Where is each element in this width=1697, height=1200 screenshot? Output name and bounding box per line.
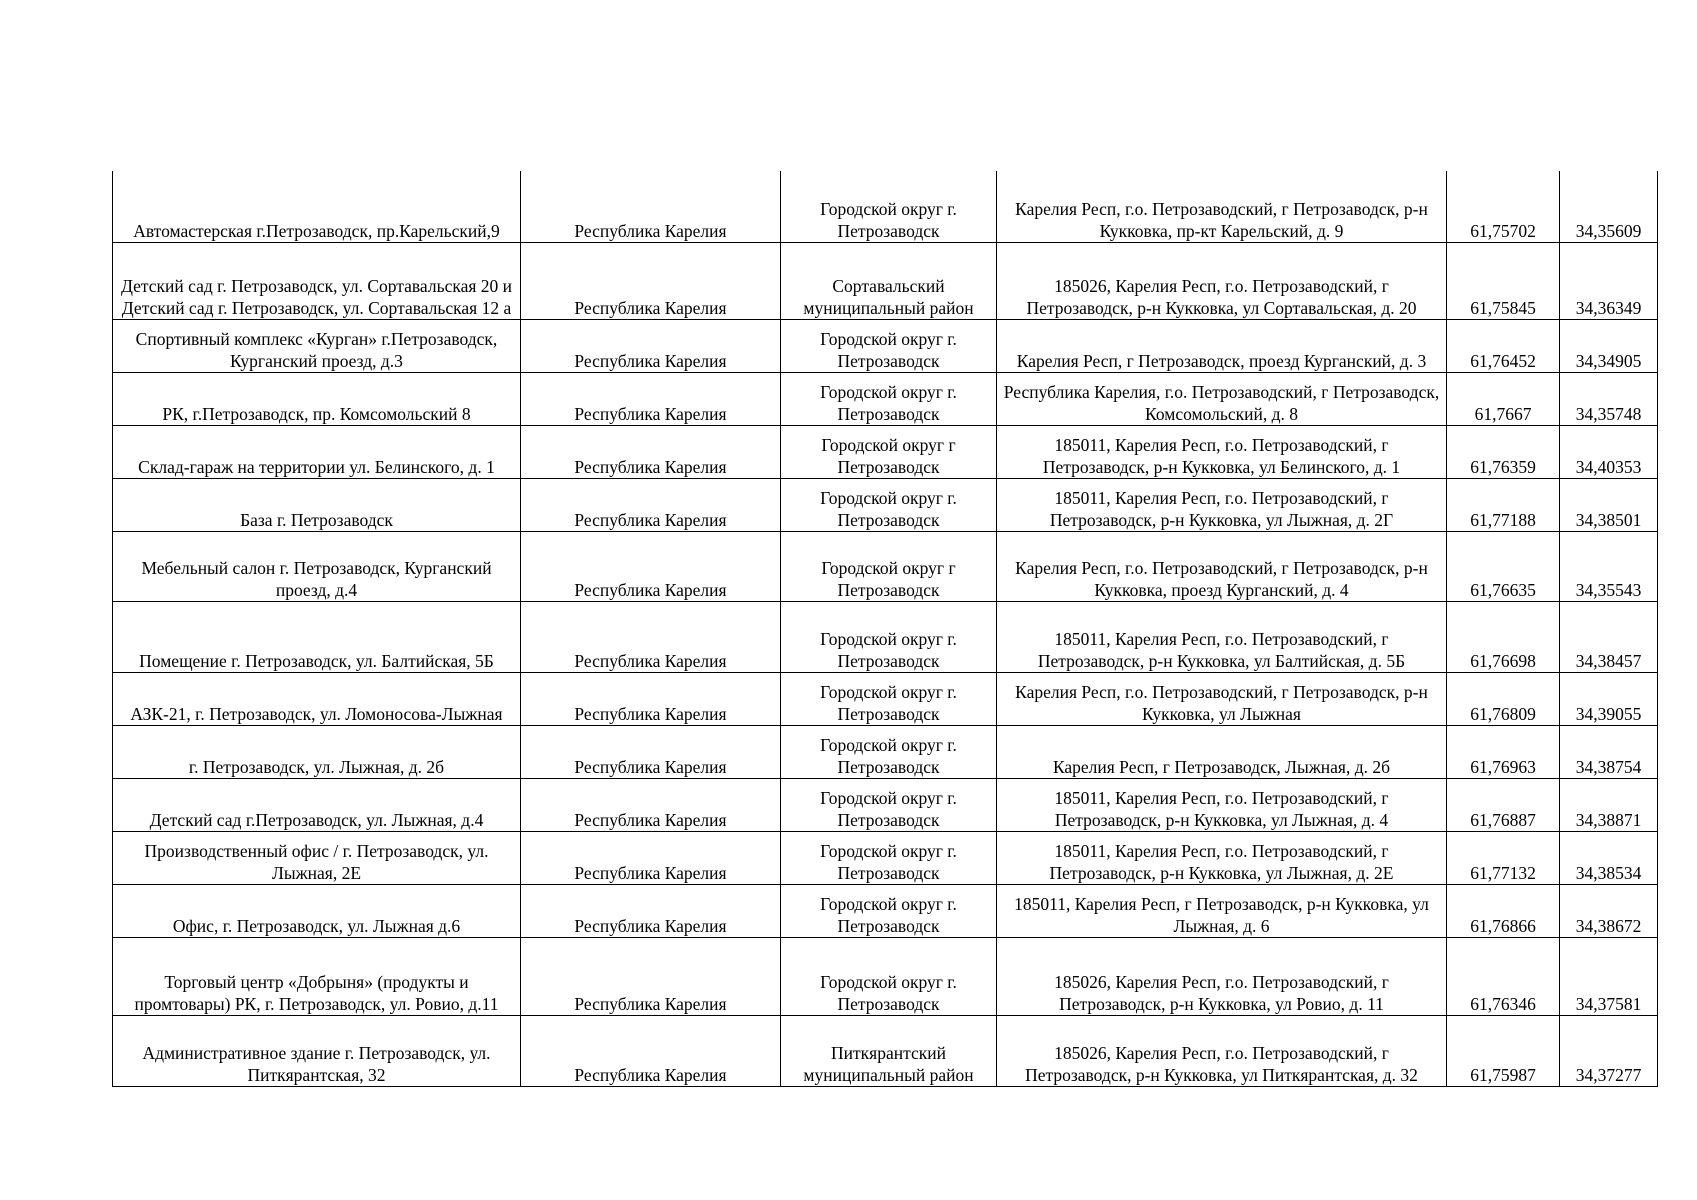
address-cell: 185011, Карелия Респ, г Петрозаводск, р-н Кукковка, ул Лыжная, д. 6 [997, 884, 1447, 937]
region-cell: Республика Карелия [521, 725, 781, 778]
region-cell: Республика Карелия [521, 531, 781, 601]
object-name-cell: Производственный офис / г. Петрозаводск, ул. Лыжная, 2Е [113, 831, 521, 884]
object-name-cell: Автомастерская г.Петрозаводск, пр.Карельский,9 [113, 171, 521, 242]
address-cell: Карелия Респ, г Петрозаводск, Лыжная, д. 2б [997, 725, 1447, 778]
latitude-cell: 61,76887 [1447, 778, 1560, 831]
latitude-cell: 61,77132 [1447, 831, 1560, 884]
district-cell: Городской округ г. Петрозаводск [781, 319, 997, 372]
longitude-cell: 34,40353 [1560, 425, 1658, 478]
region-cell: Республика Карелия [521, 884, 781, 937]
objects-table [112, 171, 1658, 1087]
district-cell: Городской округ г. Петрозаводск [781, 372, 997, 425]
object-name-cell: Спортивный комплекс «Курган» г.Петрозаводск, Курганский проезд, д.3 [113, 319, 521, 372]
region-cell: Республика Карелия [521, 425, 781, 478]
object-name-cell: г. Петрозаводск, ул. Лыжная, д. 2б [113, 725, 521, 778]
longitude-cell: 34,35543 [1560, 531, 1658, 601]
object-name-cell: АЗК-21, г. Петрозаводск, ул. Ломоносова-Лыжная [113, 672, 521, 725]
longitude-cell: 34,37581 [1560, 937, 1658, 1015]
district-cell: Городской округ г. Петрозаводск [781, 601, 997, 672]
district-cell: Городской округ г. Петрозаводск [781, 884, 997, 937]
object-name-cell: Офис, г. Петрозаводск, ул. Лыжная д.6 [113, 884, 521, 937]
district-cell: Городской округ г. Петрозаводск [781, 672, 997, 725]
district-cell: Городской округ г. Петрозаводск [781, 171, 997, 242]
object-name-cell: Административное здание г. Петрозаводск, ул. Питкярантская, 32 [113, 1015, 521, 1086]
table-row [113, 372, 1658, 425]
longitude-cell: 34,38754 [1560, 725, 1658, 778]
district-cell: Питкярантский муниципальный район [781, 1015, 997, 1086]
district-cell: Городской округ г. Петрозаводск [781, 831, 997, 884]
district-cell: Сортавальский муниципальный район [781, 242, 997, 319]
address-cell: 185011, Карелия Респ, г.о. Петрозаводский, г Петрозаводск, р-н Кукковка, ул Лыжная, д. 2Г [997, 478, 1447, 531]
longitude-cell: 34,35609 [1560, 171, 1658, 242]
longitude-cell: 34,34905 [1560, 319, 1658, 372]
region-cell: Республика Карелия [521, 672, 781, 725]
object-name-cell: Склад-гараж на территории ул. Белинского, д. 1 [113, 425, 521, 478]
region-cell: Республика Карелия [521, 242, 781, 319]
longitude-cell: 34,38534 [1560, 831, 1658, 884]
table-row [113, 242, 1658, 319]
address-cell: 185011, Карелия Респ, г.о. Петрозаводский, г Петрозаводск, р-н Кукковка, ул Балтийская, д. 5Б [997, 601, 1447, 672]
table-row [113, 831, 1658, 884]
table-row [113, 531, 1658, 601]
region-cell: Республика Карелия [521, 937, 781, 1015]
table-row [113, 425, 1658, 478]
table-row [113, 937, 1658, 1015]
address-cell: 185026, Карелия Респ, г.о. Петрозаводский, г Петрозаводск, р-н Кукковка, ул Ровио, д. 11 [997, 937, 1447, 1015]
address-cell: 185011, Карелия Респ, г.о. Петрозаводский, г Петрозаводск, р-н Кукковка, ул Лыжная, д. 4 [997, 778, 1447, 831]
region-cell: Республика Карелия [521, 319, 781, 372]
table-row [113, 601, 1658, 672]
latitude-cell: 61,75845 [1447, 242, 1560, 319]
latitude-cell: 61,77188 [1447, 478, 1560, 531]
region-cell: Республика Карелия [521, 478, 781, 531]
longitude-cell: 34,38871 [1560, 778, 1658, 831]
region-cell: Республика Карелия [521, 601, 781, 672]
latitude-cell: 61,76452 [1447, 319, 1560, 372]
longitude-cell: 34,39055 [1560, 672, 1658, 725]
latitude-cell: 61,76809 [1447, 672, 1560, 725]
table-row [113, 319, 1658, 372]
district-cell: Городской округ г. Петрозаводск [781, 725, 997, 778]
table-row [113, 1015, 1658, 1086]
table-row [113, 725, 1658, 778]
address-cell: Карелия Респ, г Петрозаводск, проезд Курганский, д. 3 [997, 319, 1447, 372]
latitude-cell: 61,76635 [1447, 531, 1560, 601]
address-cell: Карелия Респ, г.о. Петрозаводский, г Петрозаводск, р-н Кукковка, ул Лыжная [997, 672, 1447, 725]
latitude-cell: 61,76963 [1447, 725, 1560, 778]
longitude-cell: 34,36349 [1560, 242, 1658, 319]
object-name-cell: Мебельный салон г. Петрозаводск, Курганский проезд, д.4 [113, 531, 521, 601]
longitude-cell: 34,35748 [1560, 372, 1658, 425]
region-cell: Республика Карелия [521, 831, 781, 884]
address-cell: 185026, Карелия Респ, г.о. Петрозаводский, г Петрозаводск, р-н Кукковка, ул Питкярантская, д. 32 [997, 1015, 1447, 1086]
district-cell: Городской округ г Петрозаводск [781, 425, 997, 478]
latitude-cell: 61,76359 [1447, 425, 1560, 478]
table-row [113, 778, 1658, 831]
longitude-cell: 34,38672 [1560, 884, 1658, 937]
table-row [113, 171, 1658, 242]
district-cell: Городской округ г. Петрозаводск [781, 937, 997, 1015]
district-cell: Городской округ г Петрозаводск [781, 531, 997, 601]
region-cell: Республика Карелия [521, 372, 781, 425]
table-row [113, 884, 1658, 937]
address-cell: 185011, Карелия Респ, г.о. Петрозаводский, г Петрозаводск, р-н Кукковка, ул Лыжная, д. 2Е [997, 831, 1447, 884]
latitude-cell: 61,76866 [1447, 884, 1560, 937]
object-name-cell: Торговый центр «Добрыня» (продукты и промтовары) РК, г. Петрозаводск, ул. Ровио, д.11 [113, 937, 521, 1015]
longitude-cell: 34,37277 [1560, 1015, 1658, 1086]
object-name-cell: Детский сад г. Петрозаводск, ул. Сортавальская 20 и Детский сад г. Петрозаводск, ул. Сортавальская 12 а [113, 242, 521, 319]
table-row [113, 672, 1658, 725]
address-cell: 185026, Карелия Респ, г.о. Петрозаводский, г Петрозаводск, р-н Кукковка, ул Сортавальская, д. 20 [997, 242, 1447, 319]
object-name-cell: База г. Петрозаводск [113, 478, 521, 531]
region-cell: Республика Карелия [521, 1015, 781, 1086]
object-name-cell: РК, г.Петрозаводск, пр. Комсомольский 8 [113, 372, 521, 425]
latitude-cell: 61,76346 [1447, 937, 1560, 1015]
table-row [113, 478, 1658, 531]
latitude-cell: 61,75987 [1447, 1015, 1560, 1086]
address-cell: Карелия Респ, г.о. Петрозаводский, г Петрозаводск, р-н Кукковка, проезд Курганский, д. 4 [997, 531, 1447, 601]
latitude-cell: 61,7667 [1447, 372, 1560, 425]
region-cell: Республика Карелия [521, 171, 781, 242]
object-name-cell: Детский сад г.Петрозаводск, ул. Лыжная, д.4 [113, 778, 521, 831]
latitude-cell: 61,76698 [1447, 601, 1560, 672]
district-cell: Городской округ г. Петрозаводск [781, 478, 997, 531]
table-body [113, 171, 1658, 1086]
address-cell: 185011, Карелия Респ, г.о. Петрозаводский, г Петрозаводск, р-н Кукковка, ул Белинского, д. 1 [997, 425, 1447, 478]
address-cell: Карелия Респ, г.о. Петрозаводский, г Петрозаводск, р-н Кукковка, пр-кт Карельский, д. 9 [997, 171, 1447, 242]
address-cell: Республика Карелия, г.о. Петрозаводский, г Петрозаводск, Комсомольский, д. 8 [997, 372, 1447, 425]
longitude-cell: 34,38457 [1560, 601, 1658, 672]
region-cell: Республика Карелия [521, 778, 781, 831]
latitude-cell: 61,75702 [1447, 171, 1560, 242]
object-name-cell: Помещение г. Петрозаводск, ул. Балтийская, 5Б [113, 601, 521, 672]
district-cell: Городской округ г. Петрозаводск [781, 778, 997, 831]
longitude-cell: 34,38501 [1560, 478, 1658, 531]
